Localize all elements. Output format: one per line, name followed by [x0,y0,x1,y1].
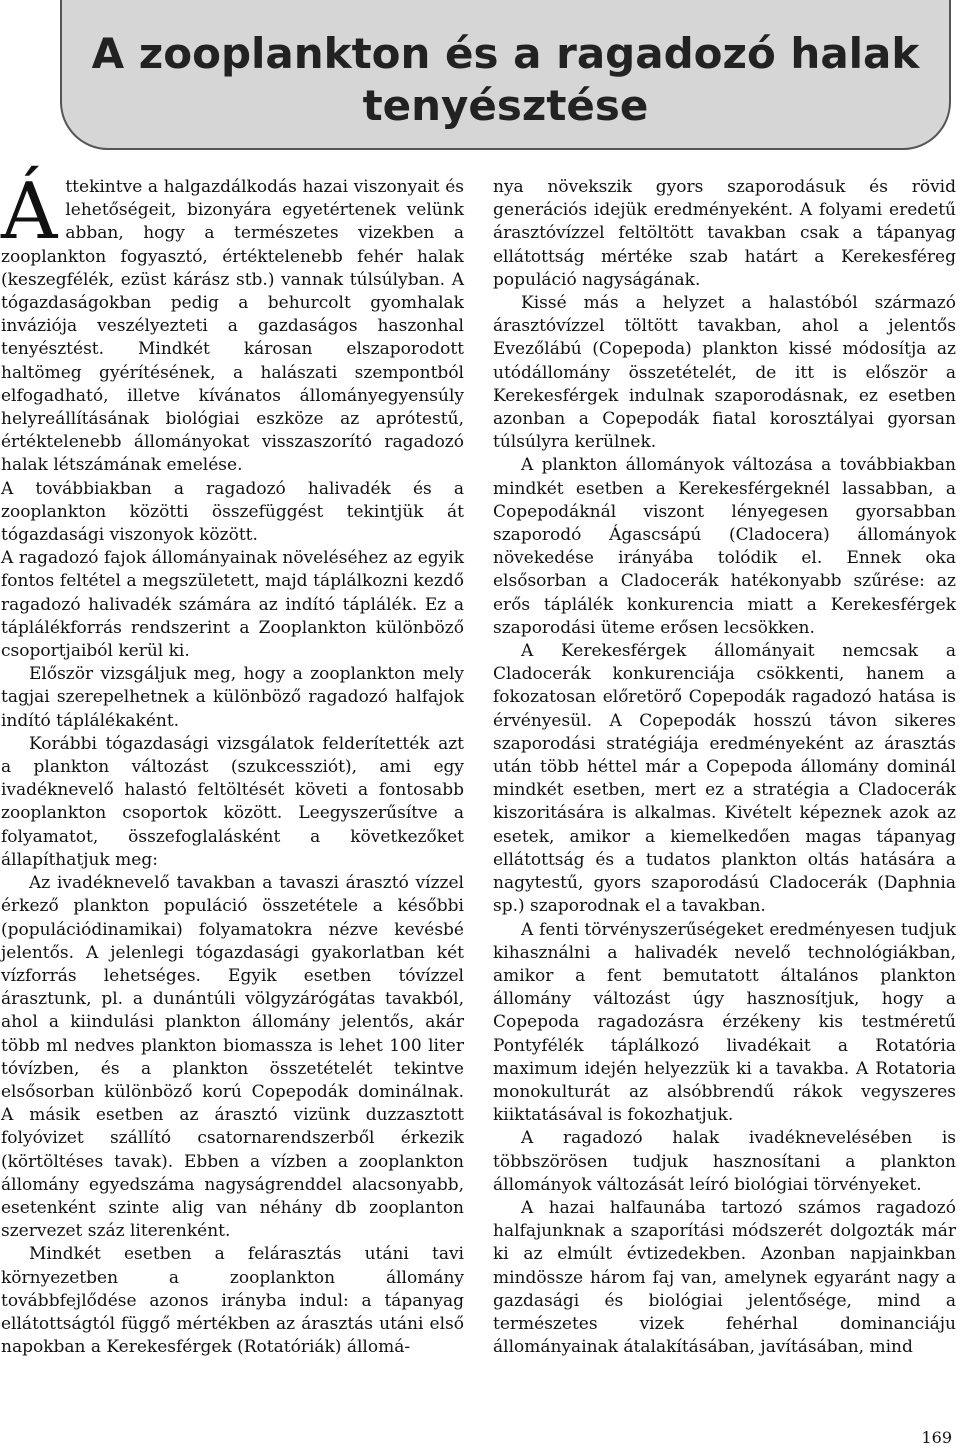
paragraph: nya növekszik gyors szaporodásuk és rövid generációs idejük eredményeként. A folyami eredetű árasztóvízzel feltöltött tavakban csak a tápanyag ellátottság mértéke szab határt a Kerekesféreg populáció nagyságának. [493,177,956,290]
paragraph: Az ivadéknevelő tavakban a tavaszi árasztó vízzel érkező plankton populáció összetétele a későbbi (populációdinamikai) folyamatokra nézve kevésbé jelentős. A jelenlegi tógazdasági gyakorlatban két vízforrás lehetséges. Egyik esetben tóvízzel árasztunk, pl. a dunántúli völgyzárógátas tavakból, ahol a kiindulási plankton állomány jelentős, akár több ml nedves plankton biomassza is lehet 100 liter tóvízben, és a plankton összetételét tekintve elsősorban különböző korú Copepodák dominálnak. A másik esetben az árasztó vizünk duzzasztott folyóvizet szállító csatornarendszerből érkezik (körtöltéses tavak). Ebben a vízben a zooplankton állomány egyedszáma nagyságrenddel alacsonyabb, esetenként szinte alig van néhány db zooplanton szervezet száz literenként. [1,873,464,1242]
paragraph: Mindkét esetben a felárasztás utáni tavi környezetben a zooplankton állomány továbbfejlődése azonos irányba indul: a tápanyag ellátottságtól függő mértékben az árasztás utáni első napokban a Kerekesférgek (Rotatóriák) állomá- [1,1244,464,1358]
right-column [493,176,956,1359]
paragraph: A plankton állományok változása a továbbiakban mindkét esetben a Kerekesférgeknél lassabban, a Copepodáknál viszont lényegesen gyorsabban szaporodó Ágascsápú (Cladocera) állományok növekedése irányába tolódik el. Ennek oka elsősorban a Cladocerák hatékonyabb szűrése: az erős táplálék konkurencia miatt a Kerekesférgek szaporodási üteme erősen lecsökken. [493,455,956,638]
left-column [1,167,464,1359]
paragraph: A ragadozó fajok állományainak növeléséhez az egyik fontos feltétel a megszületett, majd táplálkozni kezdő ragadozó halivadék számára az indító táplálék. Ez a táplálékforrás rendszerint a Zooplankton különböző csoportjaiból kerül ki. [1,548,464,662]
paragraph [1,167,464,478]
paragraph: Először vizsgáljuk meg, hogy a zooplankton mely tagjai szerepelhetnek a különböző ragadozó halfajok indító táplálékaként. [1,664,464,731]
paragraph: A továbbiakban a ragadozó halivadék és a zooplankton közötti összefüggést tekintjük át tógazdasági viszonyok között. [1,478,464,546]
paragraph: A fenti törvényszerűségeket eredményesen tudjuk kihasználni a halivadék nevelő technológiákban, amikor a fent bemutatott általános plankton állomány változást úgy hasznosítjuk, hogy a Copepoda ragadozásra érzékeny kis testméretű Pontyfélék táplálkozó livadékait a Rotatória maximum idején helyezzük ki a tavakba. A Rotatoria monokulturát az alsóbbrendű rákok vegyszeres kiiktatásával is fokozhatjuk. [493,919,956,1126]
paragraph: A hazai halfaunába tartozó számos ragadozó halfajunknak a szaporítási módszerét dolgozták már ki az elmúlt évtizedekben. Azonban napjainkban mindössze három faj van, amelynek egyaránt nagy a gazdasági és biológiai jelentősége, mind a természetes vizek fehérhal dominanciáju állományainak átalakításában, javításában, mind [493,1197,956,1358]
paragraph: Kissé más a helyzet a halastóból származó árasztóvízzel töltött tavakban, ahol a jelentős Evezőlábú (Copepoda) plankton kissé módosítja az utódállomány összetételét, de itt is először a Kerekesférgek indulnak szaporodásnak, ez esetben azonban a Copepodák fiatal korosztályai gyorsan túlsúlyra kerülnek. [493,293,956,453]
page-number: 169 [921,1428,952,1447]
drop-cap: Á [1,167,58,257]
paragraph: A ragadozó halak ivadéknevelésében is többszörösen tudjuk hasznosítani a plankton állományok változását leíró biológiai törvényeket. [493,1128,956,1195]
title-banner [60,0,951,150]
paragraph-text: ttekintve a halgazdálkodás hazai viszonyait és lehetőségeit, bizonyára egyetértenek velünk abban, hogy a természetes vizekben a zooplankton fogyasztó, értéktelenebb fehér halak (keszegfélék, ezüst kárász stb.) vannak túlsúlyban. A tógazdaságokban pedig a behurcolt gyomhalak inváziója veszélyezteti a gazdaságos haszonhal tenyésztést. Mindkét károsan elszaporodott haltömeg gyérítésének, a halászati szempontból elfogadható, illetve kívánatos állományegyensúly helyreállításának biológiai eszköze az aprótestű, értéktelenebb állományokat visszaszorító ragadozó halak létszámának emelése. [1,177,464,476]
page-title: A zooplankton és a ragadozó halak tenyésztése [91,29,920,130]
paragraph: A Kerekesférgek állományait nemcsak a Cladocerák konkurenciája csökkenti, hanem a fokozatosan előretörő Copepodák ragadozó hatása is érvényesül. A Copepodák hosszú távon sikeres szaporodási stratégiája eredményeként az árasztás után több héttel már a Copepoda állomány dominál mindkét esetben, mert ez a stratégia a Cladocerák kiszoritására is alkalmas. Kivételt képeznek azok az esetek, amikor a kiemelkedően magas tápanyag ellátottság és a tudatos plankton oltás hatására a nagytestű, gyors szaporodású Cladocerák (Daphnia sp.) szaporodnak el a tavakban. [493,641,956,917]
paragraph: Korábbi tógazdasági vizsgálatok felderítették azt a plankton változást (szukcessziót), ami egy ivadéknevelő halastó feltöltését követi a fontosabb zooplankton csoportok között. Leegyszerűsítve a folyamatot, összefoglalásként a következőket állapíthatjuk meg: [1,733,464,870]
